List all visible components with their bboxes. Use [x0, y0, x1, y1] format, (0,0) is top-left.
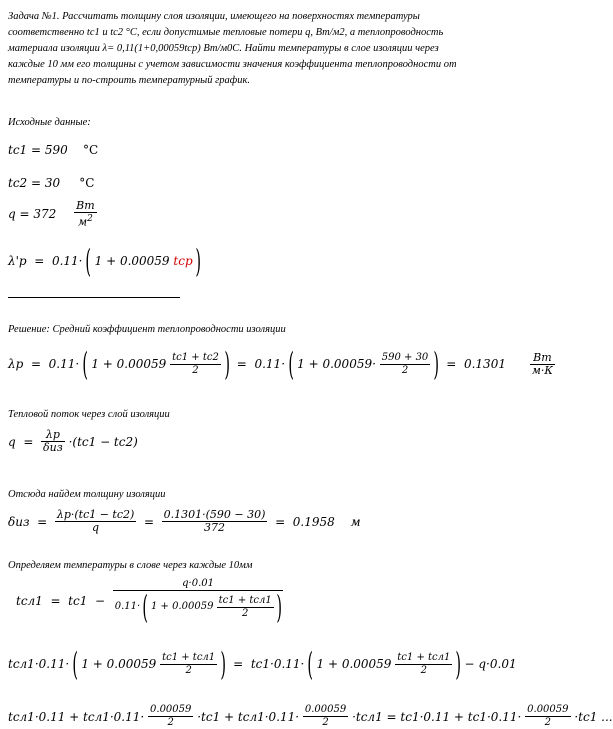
- heat-flow-frac-num: λp: [41, 429, 65, 442]
- row2-frac-1-num: tc1 + tсл1: [162, 651, 216, 663]
- row3-frac-1-num: 0.00059: [150, 704, 192, 715]
- heat-flow-frac: [41, 429, 65, 454]
- tsl1-big-den-b: 1 + 0.00059: [151, 601, 214, 612]
- solution-heading: Решение: Средний коэффициент теплопроводности изоляции: [8, 324, 286, 335]
- q-unit-num: Вт: [76, 199, 95, 212]
- tc2-value: 30: [44, 176, 61, 190]
- row3-d: ·tc1 ...: [574, 709, 613, 724]
- task-line-5: температуры и по-строить температурный график.: [8, 75, 250, 86]
- lambda-row: λ'p = 0.11· ( 1 + 0.00059 tcp ): [8, 242, 202, 280]
- row2-frac-2-den: 2: [420, 664, 427, 676]
- coef-2: 1 + 0.00059: [91, 357, 167, 371]
- thickness-delta: δиз: [8, 514, 30, 529]
- row3-frac-2-den: 2: [322, 717, 329, 728]
- separator-line: [8, 297, 180, 298]
- heat-flow-frac-den: δиз: [43, 441, 63, 454]
- lambda-unit-num: Вт: [530, 352, 555, 365]
- task-line-1: Задача №1. Рассчитать толщину слоя изоляции, имеющего на поверхностях температуры: [8, 11, 420, 22]
- lambda-p-result: 0.1301: [463, 357, 506, 371]
- frac-values-num: 590 + 30: [381, 351, 429, 363]
- row3-frac-1: [148, 704, 193, 729]
- frac-tc-num: tc1 + tc2: [172, 351, 219, 363]
- tsl1-big-frac: q·0.01 0.11· ( 1 + 0.00059 $\frac{\text{tc1 + tсл1}}{2}$ ): [114, 578, 282, 626]
- row3-b: ·tc1 + tсл1·0.11·: [197, 709, 300, 724]
- thickness-unit: м: [350, 514, 361, 529]
- tc1-row: tc1 = 590 °C: [8, 143, 99, 157]
- row2-equation: tсл1·0.11· ( 1 + 0.00059 $\frac{\text{tc1 + tсл1}}{2}$ ) = tc1·0.11· ( 1 + 0.00059 $\frac{\text{tc1 + tсл1}}{2}$ ) − q·0.01: [8, 645, 517, 683]
- row2-frac-2-num: tc1 + tсл1: [397, 651, 451, 663]
- q-row: q = 372 $\frac{Вт}{м^2}$: [8, 199, 95, 229]
- frac-num-values: [380, 352, 431, 377]
- tc1-label: tc1: [8, 143, 28, 157]
- lambda-tcp: tcp: [173, 254, 193, 268]
- lambda-expr-a: 0.11·: [51, 254, 83, 268]
- row3-frac-2-num: 0.00059: [304, 704, 347, 715]
- thickness-result: 0.1958: [292, 514, 335, 529]
- lambda-unit-den: м·К: [531, 363, 553, 377]
- tsl1-inner-num: tc1 + tсл1: [218, 594, 272, 606]
- tsl1-inner-frac: [217, 595, 274, 620]
- coef-4: 1 + 0.00059·: [297, 357, 376, 371]
- tc2-label: tc2: [8, 176, 28, 190]
- lambda-label: λ'p: [8, 254, 27, 268]
- tsl1-inner-den: 2: [242, 607, 249, 619]
- lambda-unit: [530, 352, 555, 377]
- frac-values-den: 2: [401, 364, 409, 376]
- tsl1-tc1: tc1: [68, 593, 88, 608]
- q-value: 372: [33, 207, 57, 222]
- task-line-3: материала изоляции λ= 0,11(1+0,00059tср) Вт/м0С. Найти температуры в слое изоляции через: [8, 43, 439, 54]
- frac-tc-den: 2: [192, 364, 199, 376]
- tc1-value: 590: [44, 143, 68, 157]
- thickness-frac-1: [55, 509, 136, 534]
- row2-d: 1 + 0.00059: [316, 657, 392, 671]
- q-label: q: [8, 207, 16, 222]
- frac-tc: [170, 352, 221, 377]
- q-unit-pow: 2: [87, 214, 93, 224]
- heat-flow-equation: q = $\frac{\lambda p}{\text{δиз}}$ ·(tc1 − tc2): [8, 428, 138, 454]
- row2-e: − q·0.01: [464, 657, 517, 671]
- task-line-4: каждые 10 мм его толщины с учетом зависимости значения коэффициента теплопроводности от: [8, 59, 457, 70]
- row2-c: tc1·0.11·: [250, 657, 305, 671]
- coef-3: 0.11·: [254, 357, 286, 371]
- thickness-equation: δиз = $\frac{\lambda p\cdot(tc1 - tc2)}{q}$ = $\frac{0.1301\cdot(590 - 30)}{372}$ = 0.1958 м: [8, 508, 361, 534]
- lambda-p-label: λp: [8, 357, 24, 371]
- heat-flow-heading: Тепловой поток через слой изоляции: [8, 409, 170, 420]
- thickness-frac-1-den: q: [92, 521, 100, 534]
- tsl1-label: tсл1: [16, 593, 43, 608]
- row3-frac-3-den: 2: [544, 717, 552, 728]
- tc1-unit: °C: [83, 143, 99, 157]
- row3-frac-3: [525, 704, 570, 729]
- temps-heading: Определяем температуры в слове через каждые 10мм: [8, 560, 253, 571]
- q-unit: [74, 200, 97, 229]
- row2-frac-2: [395, 652, 452, 677]
- row2-frac-1: [160, 652, 217, 677]
- thickness-frac-2-num: 0.1301·(590 − 30): [163, 508, 266, 521]
- row3-c: ·tсл1 = tc1·0.11 + tc1·0.11·: [352, 709, 522, 724]
- thickness-frac-1-num: λp·(tc1 − tc2): [56, 508, 135, 521]
- row3-frac-3-num: 0.00059: [527, 704, 569, 715]
- row2-a: tсл1·0.11·: [8, 657, 70, 671]
- heat-flow-rest: ·(tc1 − tc2): [68, 434, 138, 449]
- initial-heading: Исходные данные:: [8, 117, 91, 128]
- coef-1: 0.11·: [48, 357, 80, 371]
- thickness-heading: Отсюда найдем толщину изоляции: [8, 489, 166, 500]
- tsl1-equation: tсл1 = tc1 − q·0.01 0.11· ( 1 + 0.00059 $\frac{\text{tc1 + tсл1}}{2}$ ): [16, 578, 282, 626]
- row3-frac-1-den: 2: [167, 717, 174, 728]
- row3-equation: [8, 704, 613, 729]
- lambda-expr-b: 1 + 0.00059: [94, 254, 170, 268]
- thickness-frac-2: [162, 509, 268, 534]
- lambda-p-equation: λp = 0.11· ( 1 + 0.00059 $\frac{tc1 + tc2}{2}$ ) = 0.11· ( 1 + 0.00059· $\frac{590 + 30}{2}$ ) = 0.1301 $\frac{Вт}{м\cdot К}$: [8, 345, 553, 383]
- tsl1-big-den-a: 0.11·: [114, 601, 141, 612]
- row2-b: 1 + 0.00059: [81, 657, 157, 671]
- tsl1-big-num: q·0.01: [113, 578, 284, 591]
- thickness-frac-2-den: 372: [204, 521, 226, 534]
- row3-a: tсл1·0.11 + tсл1·0.11·: [8, 709, 145, 724]
- tc2-row: tc2 = 30 °C: [8, 176, 95, 190]
- row3-frac-2: [303, 704, 348, 729]
- tc2-unit: °C: [79, 176, 95, 190]
- row2-frac-1-den: 2: [185, 664, 192, 676]
- q-unit-den: м: [77, 215, 88, 229]
- task-line-2: соответственно tc1 и tc2 °С, если допустимые тепловые потери q, Вт/м2, а теплопроводность: [8, 27, 444, 38]
- heat-flow-q: q: [8, 434, 16, 449]
